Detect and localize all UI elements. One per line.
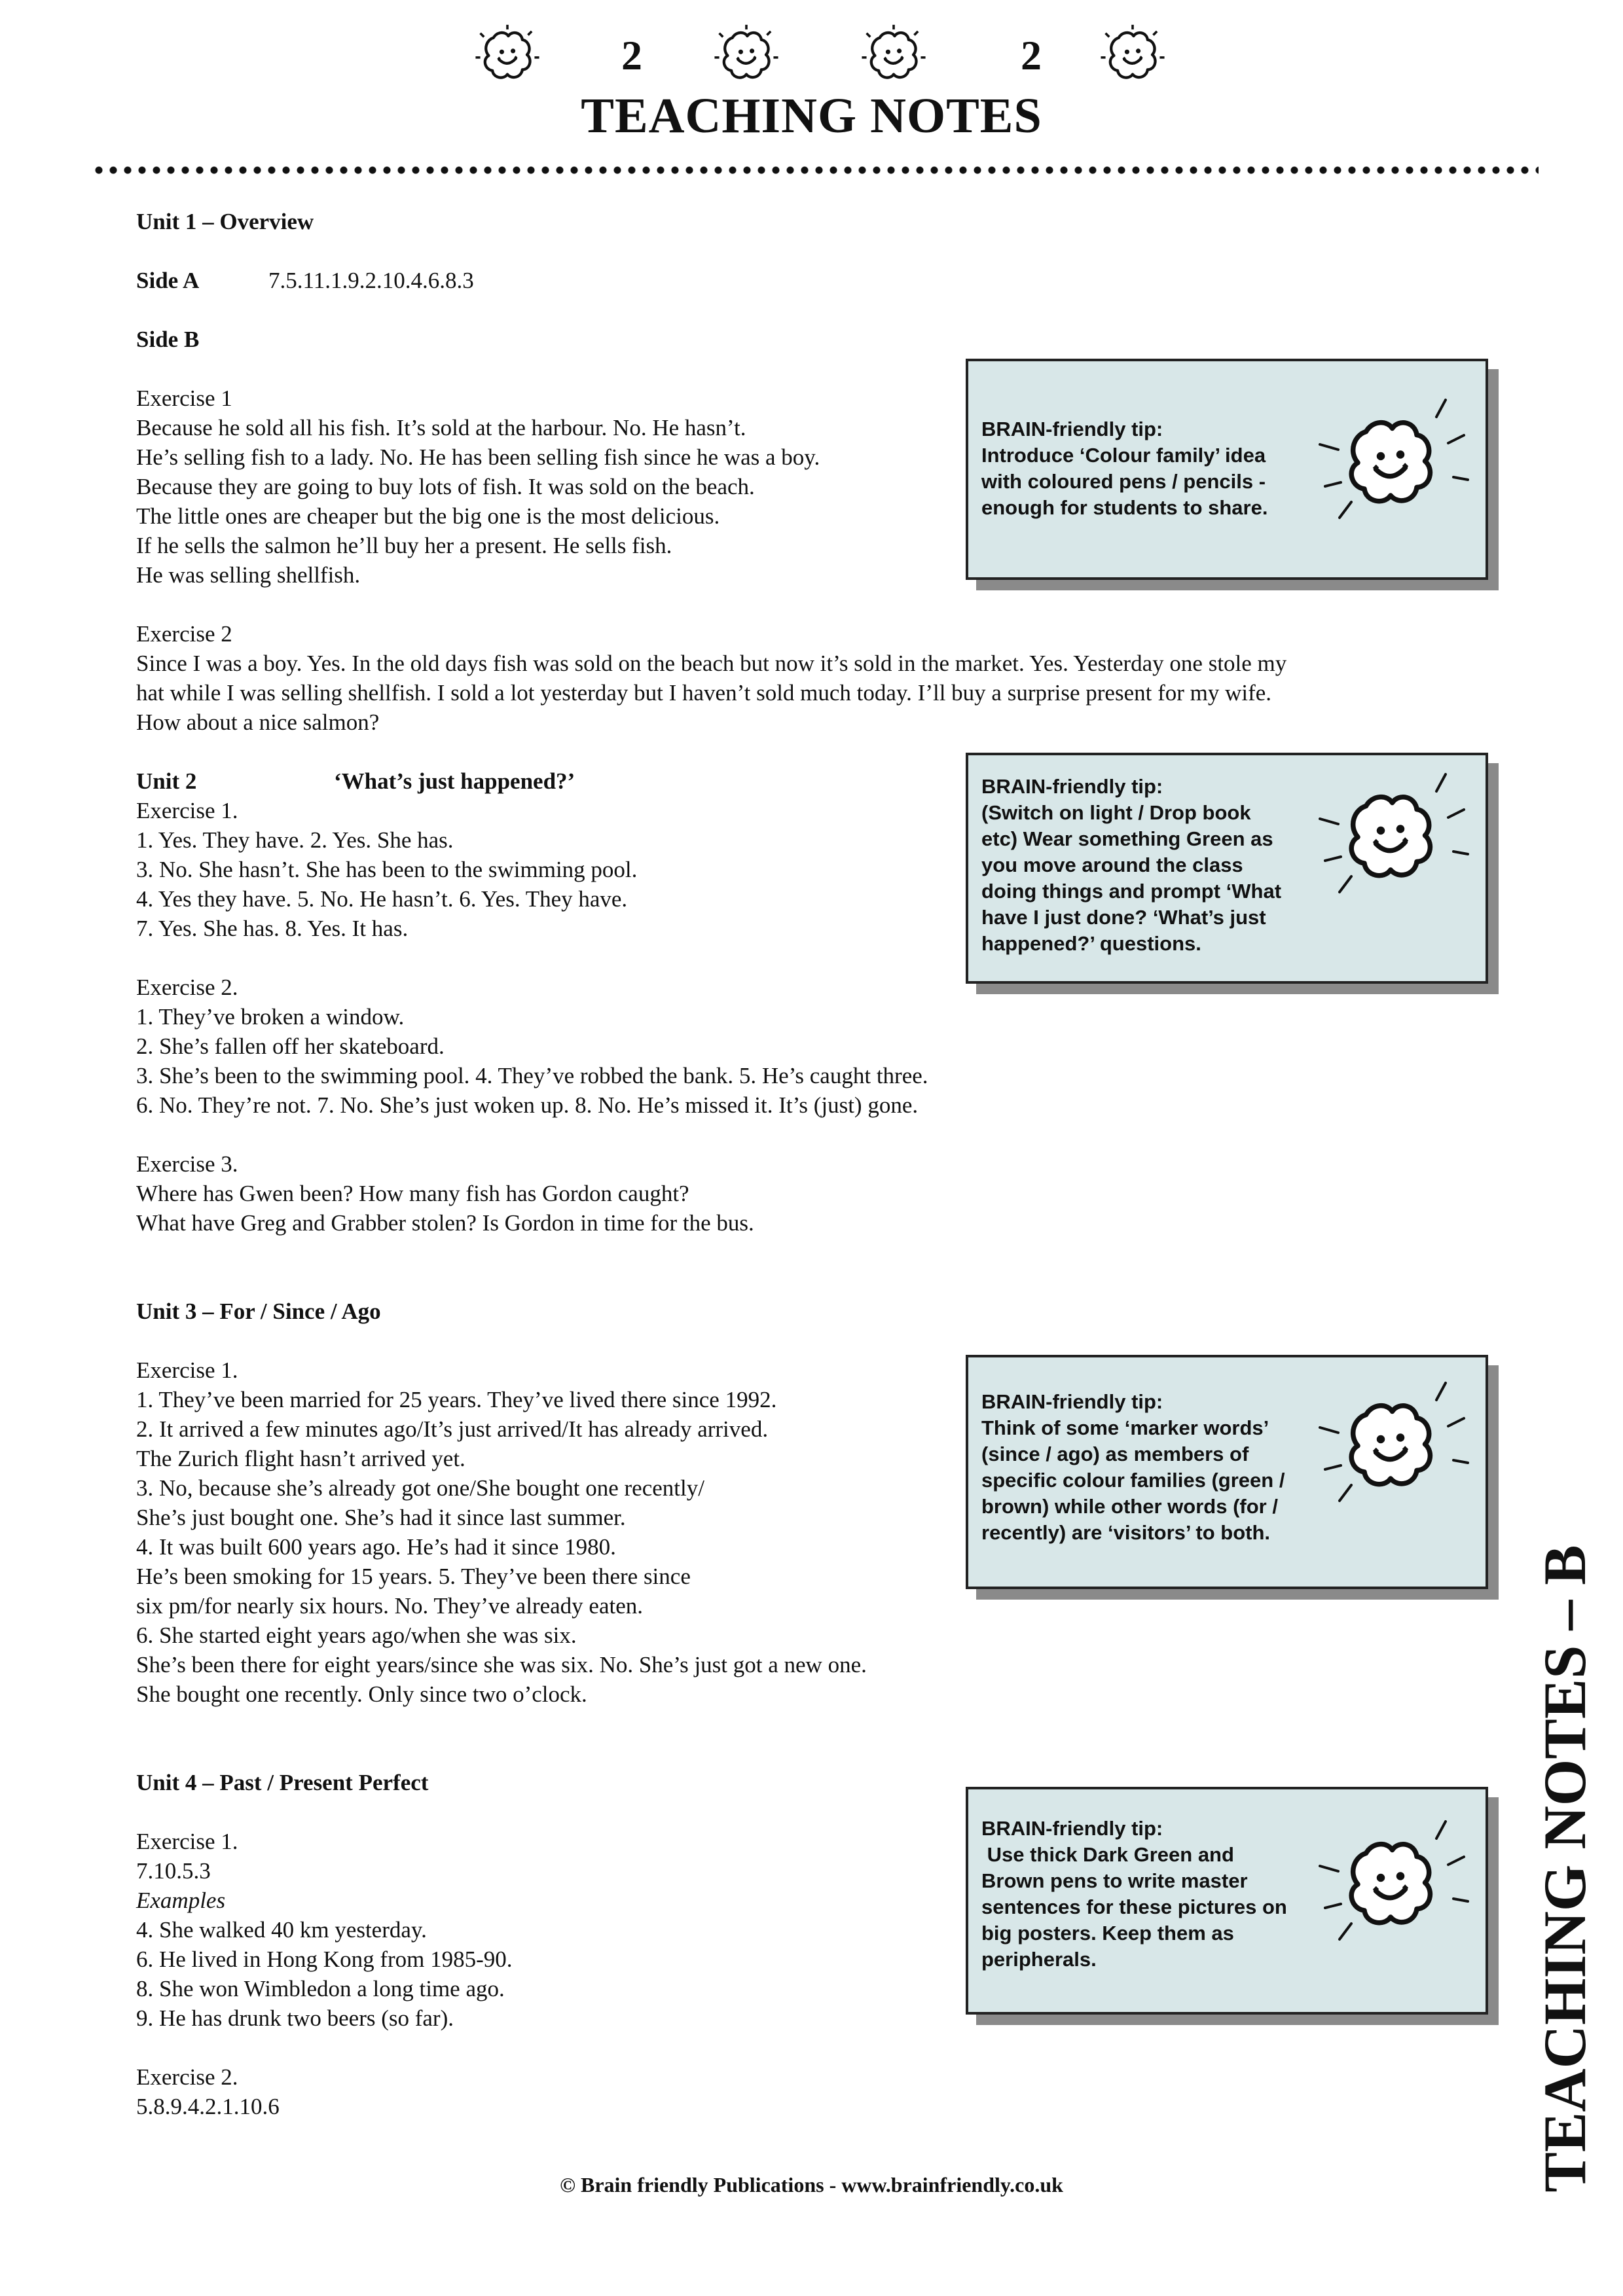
smiling-sun-icon [1309, 762, 1472, 912]
exercise-label: Exercise 2 [136, 621, 232, 647]
page-header [0, 20, 1623, 170]
answer-line: 6. She started eight years ago/when she was six. [136, 1623, 577, 1648]
answer-line: 6. He lived in Hong Kong from 1985-90. [136, 1946, 513, 1972]
side-a-value: 7.5.11.1.9.2.10.4.6.8.3 [268, 268, 474, 293]
answer-line: 3. No. She hasn’t. She has been to the swimming pool. [136, 857, 638, 882]
answer-line: She bought one recently. Only since two o’clock. [136, 1681, 587, 1707]
answer-line: Because they are going to buy lots of fish. It was sold on the beach. [136, 474, 755, 499]
smiling-sun-icon [471, 20, 543, 92]
answer-line: Since I was a boy. Yes. In the old days fish was sold on the beach but now it’s sold in the market. Yes. Yesterday one stole my [136, 651, 1287, 676]
unit1-heading: Unit 1 – Overview [136, 209, 314, 234]
footer-copyright: © Brain friendly Publications - www.brainfriendly.co.uk [560, 2173, 1063, 2197]
answer-line: 7. Yes. She has. 8. Yes. It has. [136, 916, 409, 941]
tip-text: BRAIN-friendly tip: (Switch on light / Drop book etc) Wear something Green as you move around the class doing things and prompt ‘What have I just done? ‘What’s just happened?’ questions. [981, 775, 1282, 955]
exercise-label: Exercise 2. [136, 2064, 238, 2090]
answer-line: 1. They’ve broken a window. [136, 1004, 405, 1030]
tip-text: BRAIN-friendly tip: Use thick Dark Green and Brown pens to write master sentences for these pictures on big posters. Keep them as peripherals. [981, 1817, 1287, 1971]
answer-line: Because he sold all his fish. It’s sold at the harbour. No. He hasn’t. [136, 415, 746, 440]
brain-tip-box [966, 1787, 1488, 2015]
brain-tip-box [966, 359, 1488, 580]
answer-line: He’s selling fish to a lady. No. He has been selling fish since he was a boy. [136, 444, 820, 470]
exercise-label: Exercise 1. [136, 1829, 238, 1854]
answer-line: 6. No. They’re not. 7. No. She’s just woken up. 8. No. He’s missed it. It’s (just) gone. [136, 1092, 919, 1118]
dotted-divider [92, 165, 1539, 175]
answer-line: What have Greg and Grabber stolen? Is Gordon in time for the bus. [136, 1210, 754, 1236]
answer-line: 1. They’ve been married for 25 years. They’ve lived there since 1992. [136, 1387, 777, 1412]
smiling-sun-icon [1097, 20, 1169, 92]
answer-line: Where has Gwen been? How many fish has Gordon caught? [136, 1181, 689, 1206]
side-b-label: Side B [136, 327, 200, 352]
answer-line: The little ones are cheaper but the big one is the most delicious. [136, 503, 720, 529]
page-title: TEACHING NOTES [581, 88, 1042, 143]
smiling-sun-icon [1309, 1809, 1472, 1960]
exercise-label: Exercise 1. [136, 798, 238, 823]
tip-text: BRAIN-friendly tip: Think of some ‘marker words’ (since / ago) as members of specific colour families (green / brown) while other words (for / recently) are ‘visitors’ to both. [981, 1390, 1285, 1544]
tip-text: BRAIN-friendly tip: Introduce ‘Colour family’ idea with coloured pens / pencils - enough for students to share. [981, 418, 1268, 519]
side-label: TEACHING NOTES – B [1531, 1545, 1598, 2193]
unit2-subtitle: ‘What’s just happened?’ [334, 768, 575, 794]
answer-line: 3. No, because she’s already got one/She bought one recently/ [136, 1475, 704, 1501]
unit3-heading: Unit 3 – For / Since / Ago [136, 1299, 381, 1324]
answer-line: 4. Yes they have. 5. No. He hasn’t. 6. Yes. They have. [136, 886, 628, 912]
answer-line: 8. She won Wimbledon a long time ago. [136, 1976, 505, 2001]
smiling-sun-icon [1309, 387, 1472, 538]
answer-line: The Zurich flight hasn’t arrived yet. [136, 1446, 465, 1471]
answer-line: 5.8.9.4.2.1.10.6 [136, 2094, 280, 2119]
brain-tip-box [966, 753, 1488, 984]
answer-line: She’s just bought one. She’s had it since last summer. [136, 1505, 626, 1530]
answer-line: 4. She walked 40 km yesterday. [136, 1917, 427, 1943]
answer-line: 7.10.5.3 [136, 1858, 211, 1884]
answer-line: He was selling shellfish. [136, 562, 361, 588]
exercise-label: Exercise 3. [136, 1151, 238, 1177]
exercise-label: Exercise 1 [136, 386, 232, 411]
answer-line: six pm/for nearly six hours. No. They’ve already eaten. [136, 1593, 643, 1619]
unit2-heading: Unit 2 [136, 768, 197, 794]
answer-line: 9. He has drunk two beers (so far). [136, 2005, 454, 2031]
answer-line: 3. She’s been to the swimming pool. 4. They’ve robbed the bank. 5. He’s caught three. [136, 1063, 928, 1088]
unit4-heading: Unit 4 – Past / Present Perfect [136, 1770, 429, 1795]
answer-line: 2. It arrived a few minutes ago/It’s just arrived/It has already arrived. [136, 1416, 769, 1442]
answer-line: How about a nice salmon? [136, 709, 380, 735]
examples-label: Examples [136, 1888, 226, 1913]
exercise-label: Exercise 1. [136, 1357, 238, 1383]
answer-line: She’s been there for eight years/since she was six. No. She’s just got a new one. [136, 1652, 867, 1677]
answer-line: He’s been smoking for 15 years. 5. They’ve been there since [136, 1564, 691, 1589]
answer-line: If he sells the salmon he’ll buy her a present. He sells fish. [136, 533, 672, 558]
answer-line: 4. It was built 600 years ago. He’s had it since 1980. [136, 1534, 616, 1560]
smiling-sun-icon [1309, 1371, 1472, 1521]
answer-line: 1. Yes. They have. 2. Yes. She has. [136, 827, 454, 853]
answer-line: hat while I was selling shellfish. I sold a lot yesterday but I haven’t sold much today. I’ll buy a surprise present for my wife. [136, 680, 1272, 706]
smiling-sun-icon [710, 20, 782, 92]
side-a-label: Side A [136, 268, 200, 293]
answer-line: 2. She’s fallen off her skateboard. [136, 1033, 445, 1059]
page-number-left: 2 [621, 32, 642, 79]
smiling-sun-icon [858, 20, 930, 92]
page-number-right: 2 [1021, 32, 1042, 79]
exercise-label: Exercise 2. [136, 975, 238, 1000]
brain-tip-box [966, 1355, 1488, 1589]
